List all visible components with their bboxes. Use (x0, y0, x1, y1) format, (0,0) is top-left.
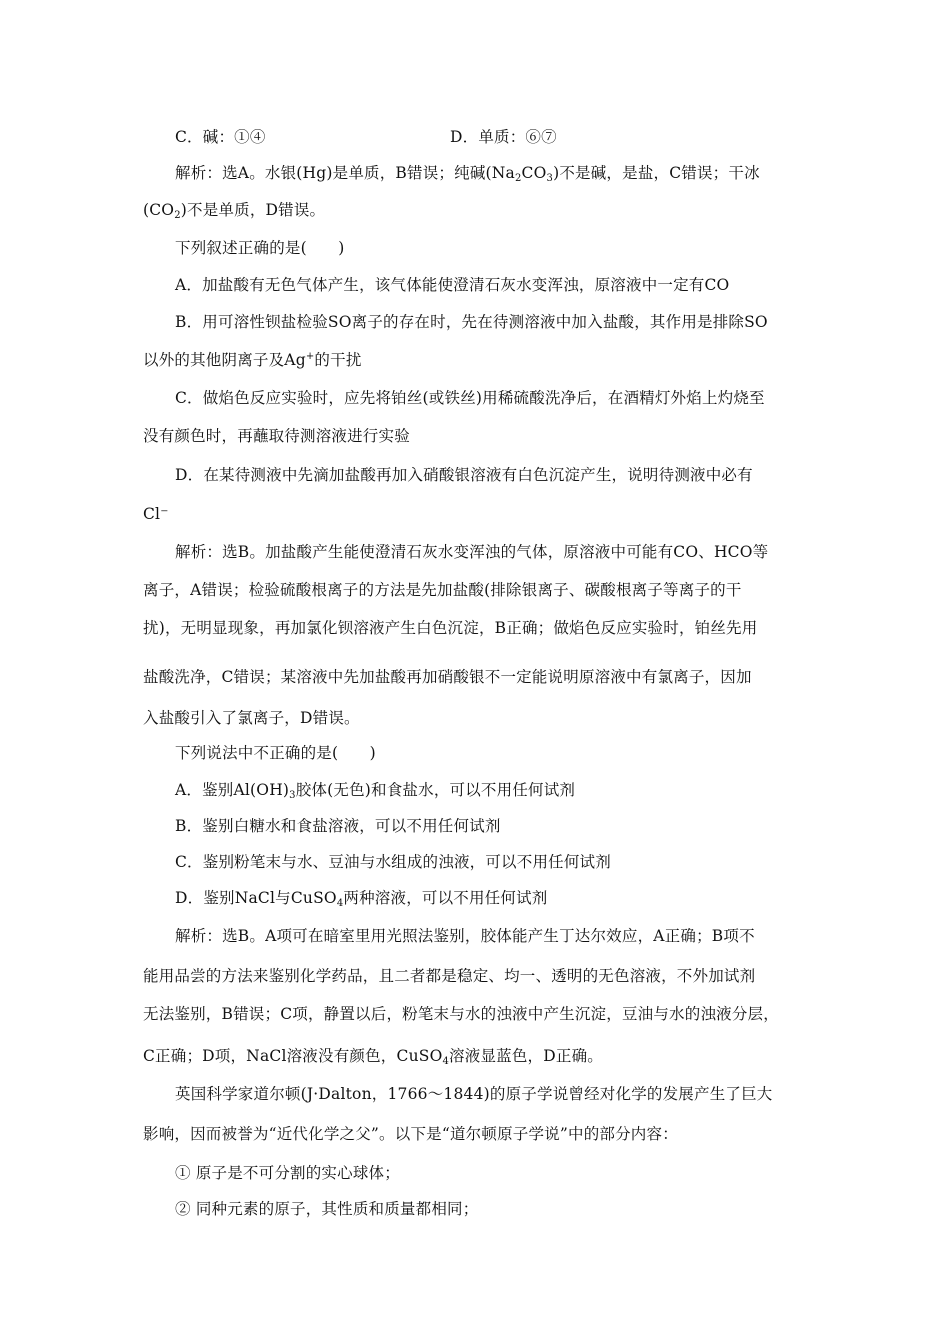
q3-intro-line-2: 影响，因而被誉为“近代化学之父”。以下是“道尔顿原子学说”中的部分内容： (143, 1125, 678, 1143)
text-run: 的干扰 (314, 351, 362, 369)
text-run: C正确；D项，NaCl溶液没有颜色，CuSO (143, 1047, 443, 1065)
subscript: 3 (289, 790, 296, 801)
text-run: )不是碱，是盐，C错误；干冰 (553, 164, 760, 182)
subscript: 2 (514, 173, 522, 184)
q2-option-a (175, 780, 575, 800)
q2-option-b: B．鉴别白糖水和食盐溶液，可以不用任何试剂 (175, 817, 501, 835)
q1-analysis-line-5: 入盐酸引入了氯离子，D错误。 (143, 709, 360, 727)
q2-analysis-line-2: 能用品尝的方法来鉴别化学药品，且二者都是稳定、均一、透明的无色溶液，不外加试剂 (143, 967, 756, 985)
q1-option-c-line-2: 没有颜色时，再蘸取待测溶液进行实验 (143, 427, 410, 445)
q2-option-c: C．鉴别粉笔末与水、豆油与水组成的浊液，可以不用任何试剂 (175, 853, 611, 871)
text-run: 溶液显蓝色，D正确。 (449, 1047, 603, 1065)
superscript: + (305, 351, 315, 362)
text-run: (CO (143, 201, 175, 219)
q3-intro-line-1: 英国科学家道尔顿(J·Dalton，1766～1844)的原子学说曾经对化学的发展产生了巨大 (175, 1085, 773, 1103)
text-run: 解析：选A。水银(Hg)是单质，B错误；纯碱(Na (175, 164, 515, 182)
q1-stem: 下列叙述正确的是( ) (175, 239, 345, 257)
prev-option-d: D．单质：⑥⑦ (450, 128, 557, 146)
q2-analysis-line-1: 解析：选B。A项可在暗室里用光照法鉴别，胶体能产生丁达尔效应，A正确；B项不 (175, 927, 755, 945)
text-run: 两种溶液，可以不用任何试剂 (343, 889, 548, 907)
subscript: 4 (336, 898, 344, 909)
text-run: 以外的其他阴离子及Ag (143, 351, 306, 369)
text-run: )不是单质，D错误。 (180, 201, 326, 219)
q3-item-2: ② 同种元素的原子，其性质和质量都相同； (175, 1200, 479, 1218)
prev-analysis-line-1 (175, 163, 760, 183)
text-run: 胶体(无色)和食盐水，可以不用任何试剂 (295, 781, 576, 799)
prev-analysis-line-2 (143, 200, 325, 220)
subscript: 3 (546, 173, 554, 184)
q1-analysis-line-3: 扰)，无明显现象，再加氯化钡溶液产生白色沉淀，B正确；做焰色反应实验时，铂丝先用 (143, 619, 758, 637)
q3-item-1: ① 原子是不可分割的实心球体； (175, 1164, 400, 1182)
subscript: 2 (174, 210, 181, 221)
text-run: A．鉴别Al(OH) (175, 781, 290, 799)
q1-option-c-line-1: C．做焰色反应实验时，应先将铂丝(或铁丝)用稀硫酸洗净后，在酒精灯外焰上灼烧至 (175, 389, 765, 407)
q1-option-b-line-2 (143, 350, 362, 370)
q2-stem: 下列说法中不正确的是( ) (175, 744, 376, 762)
q1-option-d-line-2: Cl⁻ (143, 505, 169, 523)
q2-analysis-line-4 (143, 1046, 603, 1066)
prev-option-c (175, 127, 557, 147)
subscript: 4 (442, 1056, 450, 1067)
q1-option-b-line-1: B．用可溶性钡盐检验SO离子的存在时，先在待测溶液中加入盐酸，其作用是排除SO (175, 313, 768, 331)
text-run: CO (521, 164, 547, 182)
text-run: D．鉴别NaCl与CuSO (175, 889, 337, 907)
q1-analysis-line-2: 离子，A错误；检验硫酸根离子的方法是先加盐酸(排除银离子、碳酸根离子等离子的干 (143, 581, 742, 599)
q2-option-d (175, 888, 548, 908)
q1-analysis-line-4: 盐酸洗净，C错误；某溶液中先加盐酸再加硝酸银不一定能说明原溶液中有氯离子，因加 (143, 668, 752, 686)
q2-analysis-line-3: 无法鉴别，B错误；C项，静置以后，粉笔末与水的浊液中产生沉淀，豆油与水的浊液分层， (143, 1005, 779, 1023)
q1-option-d-line-1: D．在某待测液中先滴加盐酸再加入硝酸银溶液有白色沉淀产生，说明待测液中必有 (175, 466, 753, 484)
q1-analysis-line-1: 解析：选B。加盐酸产生能使澄清石灰水变浑浊的气体，原溶液中可能有CO、HCO等 (175, 543, 769, 561)
prev-option-c-text: C．碱：①④ (175, 128, 266, 146)
q1-option-a: A．加盐酸有无色气体产生，该气体能使澄清石灰水变浑浊，原溶液中一定有CO (175, 276, 730, 294)
